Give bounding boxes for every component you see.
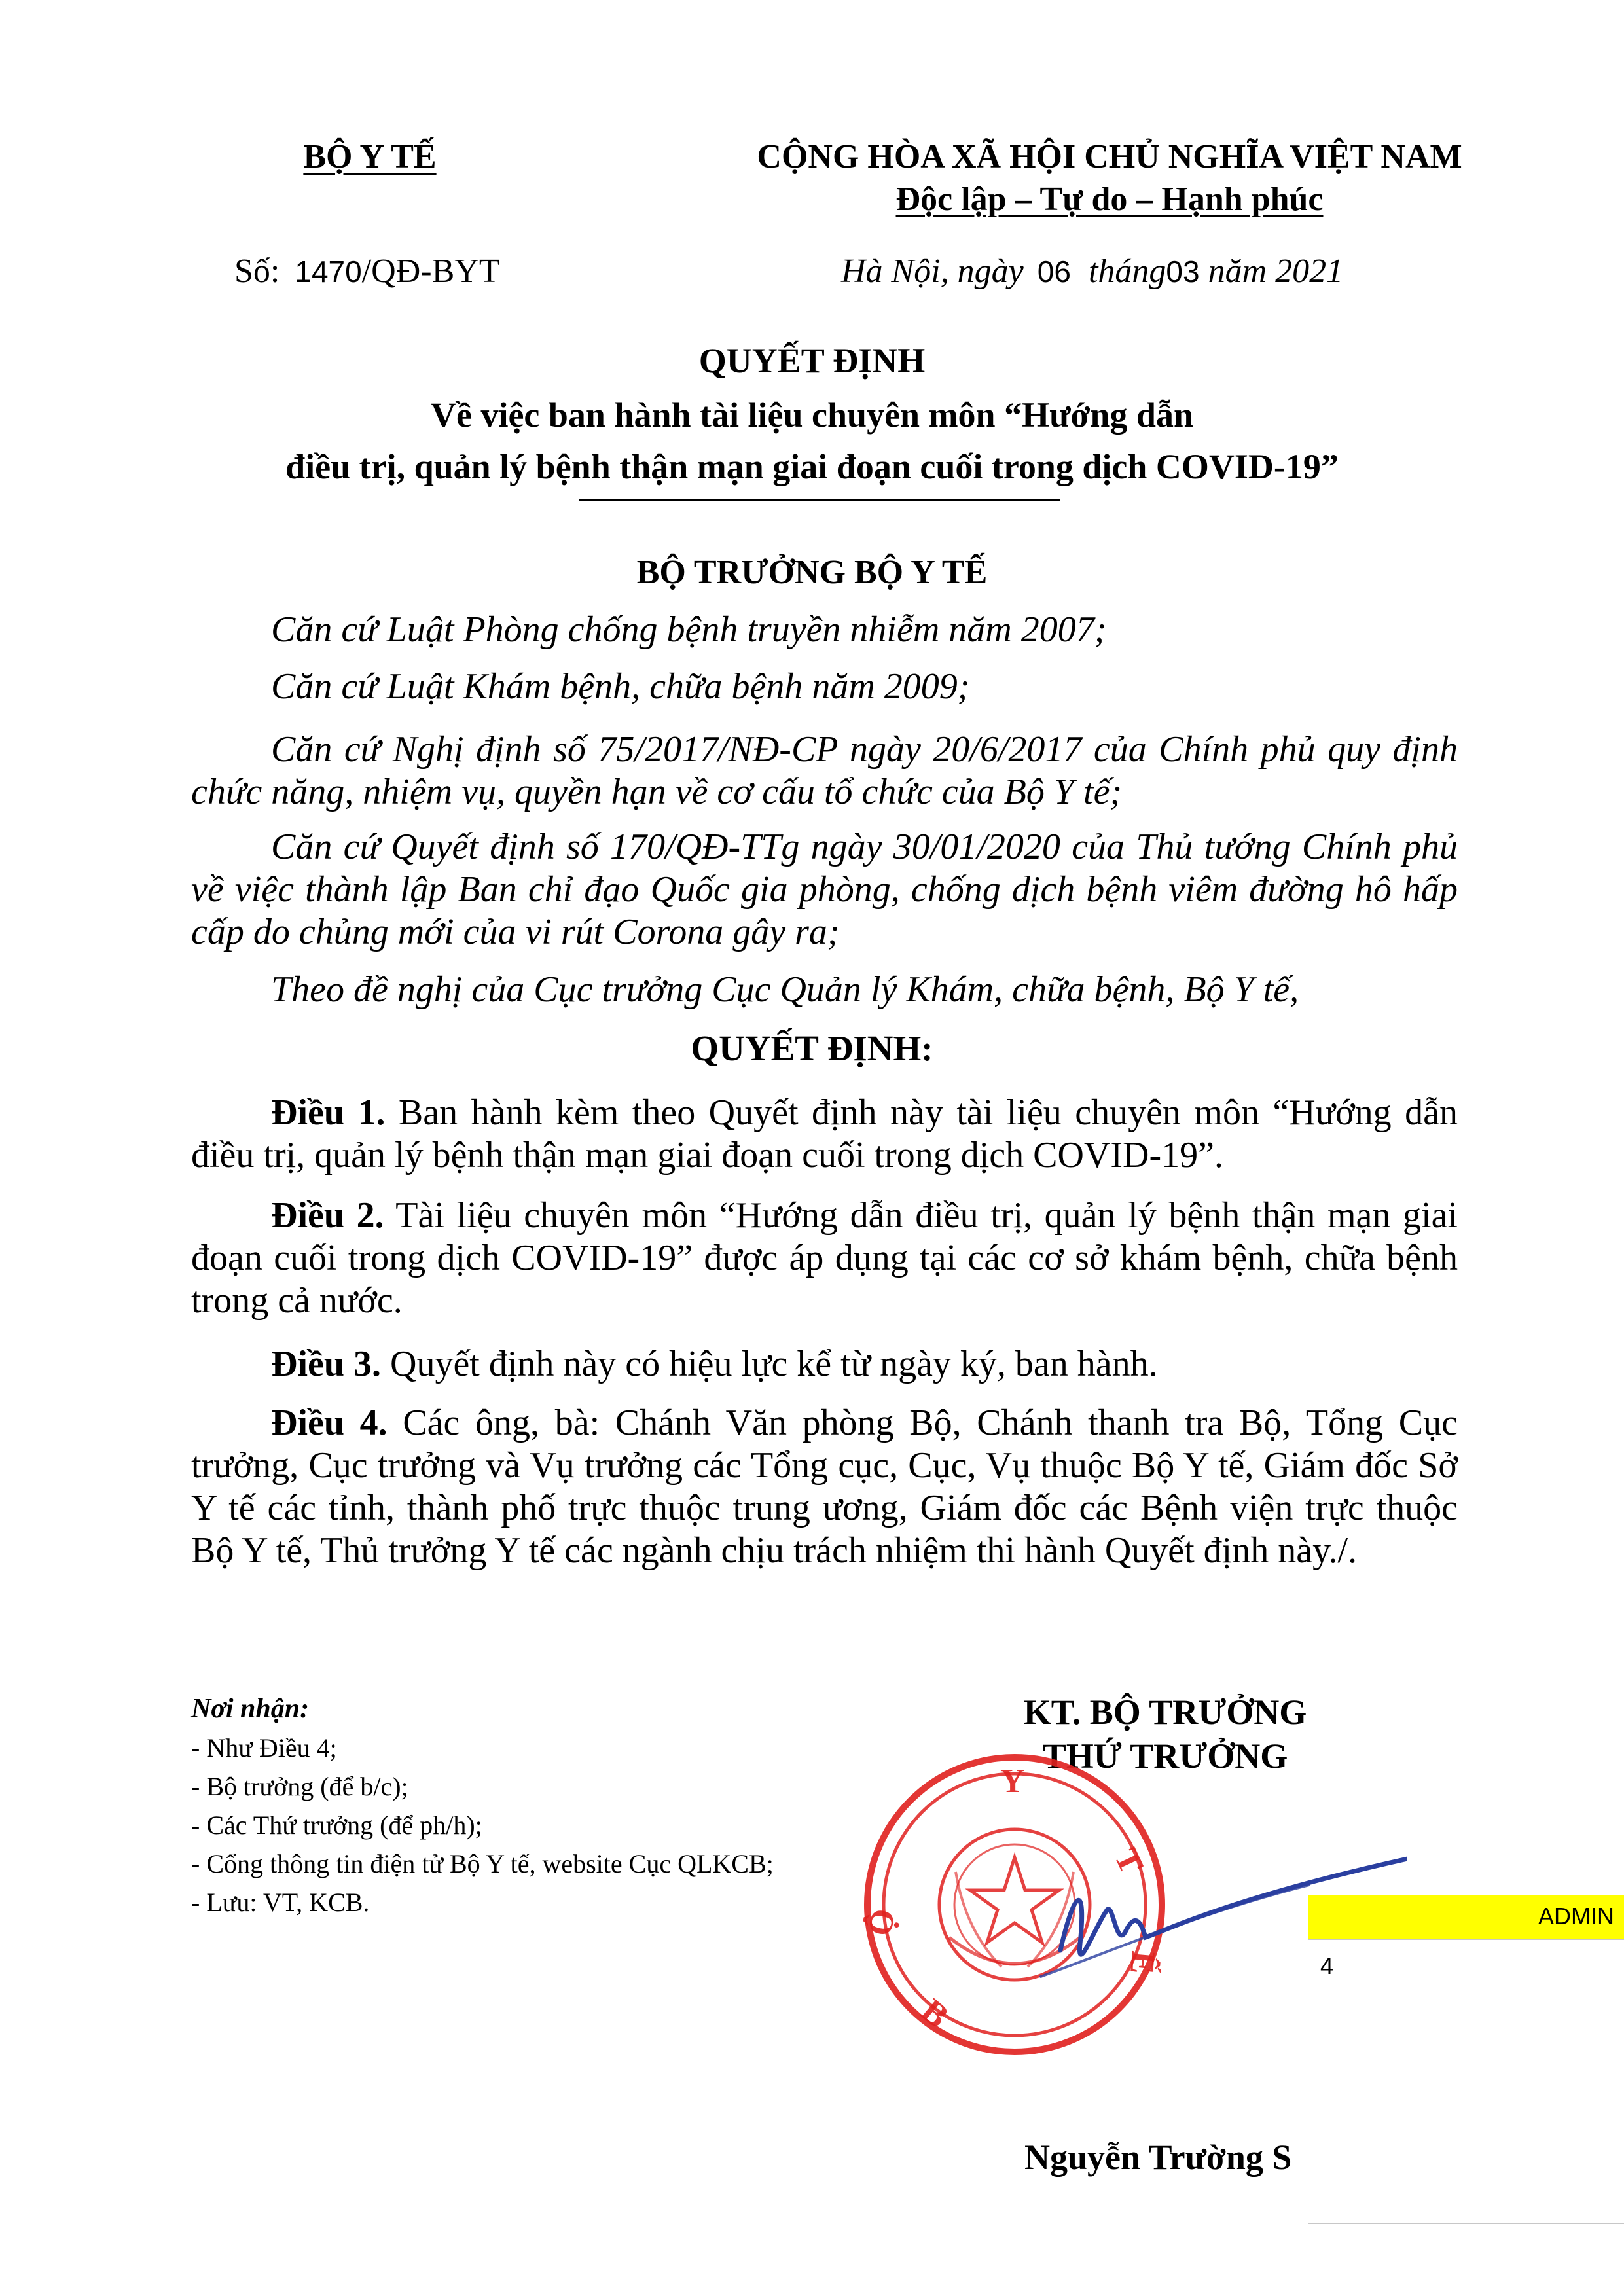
article-2-text: Tài liệu chuyên môn “Hướng dẫn điều trị, quản lý bệnh thận mạn giai đoạn cuối trong dịch COVID-19” được áp dụng tại các cơ sở khám bệnh, chữa bệnh trong cả nước. <box>191 1195 1458 1321</box>
svg-text:Ế: Ế <box>1123 1949 1162 1976</box>
decision-heading: QUYẾT ĐỊNH: <box>691 1028 933 1068</box>
date-month: 03 <box>1166 255 1200 289</box>
date-year: năm 2021 <box>1208 253 1344 290</box>
number-value: 1470 <box>295 255 362 289</box>
article-2-label: Điều 2. <box>271 1195 384 1236</box>
date-day: 06 <box>1037 255 1071 289</box>
recipient-item: - Cổng thông tin điện tử Bộ Y tế, website Cục QLKCB; <box>191 1849 774 1878</box>
admin-comment-header <box>1308 1895 1624 1940</box>
legal-basis-3: Căn cứ Nghị định số 75/2017/NĐ-CP ngày 20/6/2017 của Chính phủ quy định chức năng, nhiệm vụ, quyền hạn về cơ cấu tổ chức của Bộ Y tế; <box>191 729 1458 812</box>
article-3-label: Điều 3. <box>271 1344 381 1384</box>
svg-text:T: T <box>1107 1842 1151 1880</box>
title-line-1: Về việc ban hành tài liệu chuyên môn “Hướng dẫn <box>430 395 1193 435</box>
admin-comment-box[interactable] <box>1308 1895 1624 2224</box>
recipients-block <box>191 1690 911 1922</box>
legal-basis-1: Căn cứ Luật Phòng chống bệnh truyền nhiễm năm 2007; <box>271 609 1107 650</box>
admin-comment-text[interactable]: 4 <box>1320 1952 1334 1979</box>
issuing-authority: BỘ TRƯỞNG BỘ Y TẾ <box>636 554 988 591</box>
document-date <box>841 252 1343 291</box>
article-3-text: Quyết định này có hiệu lực kể từ ngày ký, ban hành. <box>381 1344 1158 1384</box>
document-number <box>234 252 500 291</box>
signer-name: Nguyễn Trường S <box>1024 2138 1292 2177</box>
ministry-name: BỘ Y TẾ <box>303 138 437 175</box>
date-place-label: Hà Nội, ngày <box>841 253 1024 290</box>
article-4-text: Các ông, bà: Chánh Văn phòng Bộ, Chánh thanh tra Bộ, Tổng Cục trưởng, Cục trưởng và Vụ trưởng các Tổng cục, Cục, Vụ thuộc Bộ Y tế, Giám đốc Sở Y tế các tỉnh, thành phố trực thuộc trung ương, Giám đốc các Bệnh viện trực thuộc Bộ Y tế, Thủ trưởng Y tế các ngành chịu trách nhiệm thi hành Quyết định này./. <box>191 1403 1458 1571</box>
republic-name: CỘNG HÒA XÃ HỘI CHỦ NGHĨA VIỆT NAM <box>757 138 1462 175</box>
legal-basis-2: Căn cứ Luật Khám bệnh, chữa bệnh năm 2009; <box>271 666 970 707</box>
article-2 <box>191 1194 1458 1322</box>
svg-text:B: B <box>914 1992 956 2036</box>
recipient-item: - Bộ trưởng (để b/c); <box>191 1772 408 1801</box>
article-4-label: Điều 4. <box>271 1403 388 1443</box>
svg-text:Ộ: Ộ <box>861 1906 903 1939</box>
legal-basis-4: Căn cứ Quyết định số 170/QĐ-TTg ngày 30/01/2020 của Thủ tướng Chính phủ về việc thành lập Ban chỉ đạo Quốc gia phòng, chống dịch bệnh viêm đường hô hấp cấp do chủng mới của vi rút Corona gây ra; <box>191 827 1458 952</box>
signer-title-2: THỨ TRƯỞNG <box>1042 1736 1288 1776</box>
recipients-heading: Nơi nhận: <box>191 1694 310 1724</box>
number-suffix: /QĐ-BYT <box>361 253 500 290</box>
recipient-item: - Như Điều 4; <box>191 1733 337 1763</box>
date-month-label: tháng <box>1088 253 1166 290</box>
article-1-label: Điều 1. <box>271 1092 386 1133</box>
article-3 <box>191 1343 1458 1386</box>
title-divider <box>579 499 1060 501</box>
article-1-text: Ban hành kèm theo Quyết định này tài liệu chuyên môn “Hướng dẫn điều trị, quản lý bệnh thận mạn giai đoạn cuối trong dịch COVID-19”. <box>191 1092 1458 1175</box>
legal-basis-5: Theo đề nghị của Cục trưởng Cục Quản lý Khám, chữa bệnh, Bộ Y tế, <box>271 969 1299 1010</box>
admin-comment-author: ADMIN <box>1538 1903 1614 1929</box>
number-label: Số: <box>234 253 280 290</box>
signer-title-1: KT. BỘ TRƯỞNG <box>1023 1693 1307 1732</box>
recipient-item: - Các Thứ trưởng (để ph/h); <box>191 1810 482 1840</box>
article-4 <box>191 1402 1458 1572</box>
svg-text:Y: Y <box>1000 1763 1025 1800</box>
article-1 <box>191 1092 1458 1177</box>
recipient-item: - Lưu: VT, KCB. <box>191 1888 370 1917</box>
national-motto: Độc lập – Tự do – Hạnh phúc <box>895 181 1324 218</box>
document-title: QUYẾT ĐỊNH <box>698 341 926 380</box>
title-line-2: điều trị, quản lý bệnh thận mạn giai đoạn cuối trong dịch COVID-19” <box>285 447 1339 486</box>
